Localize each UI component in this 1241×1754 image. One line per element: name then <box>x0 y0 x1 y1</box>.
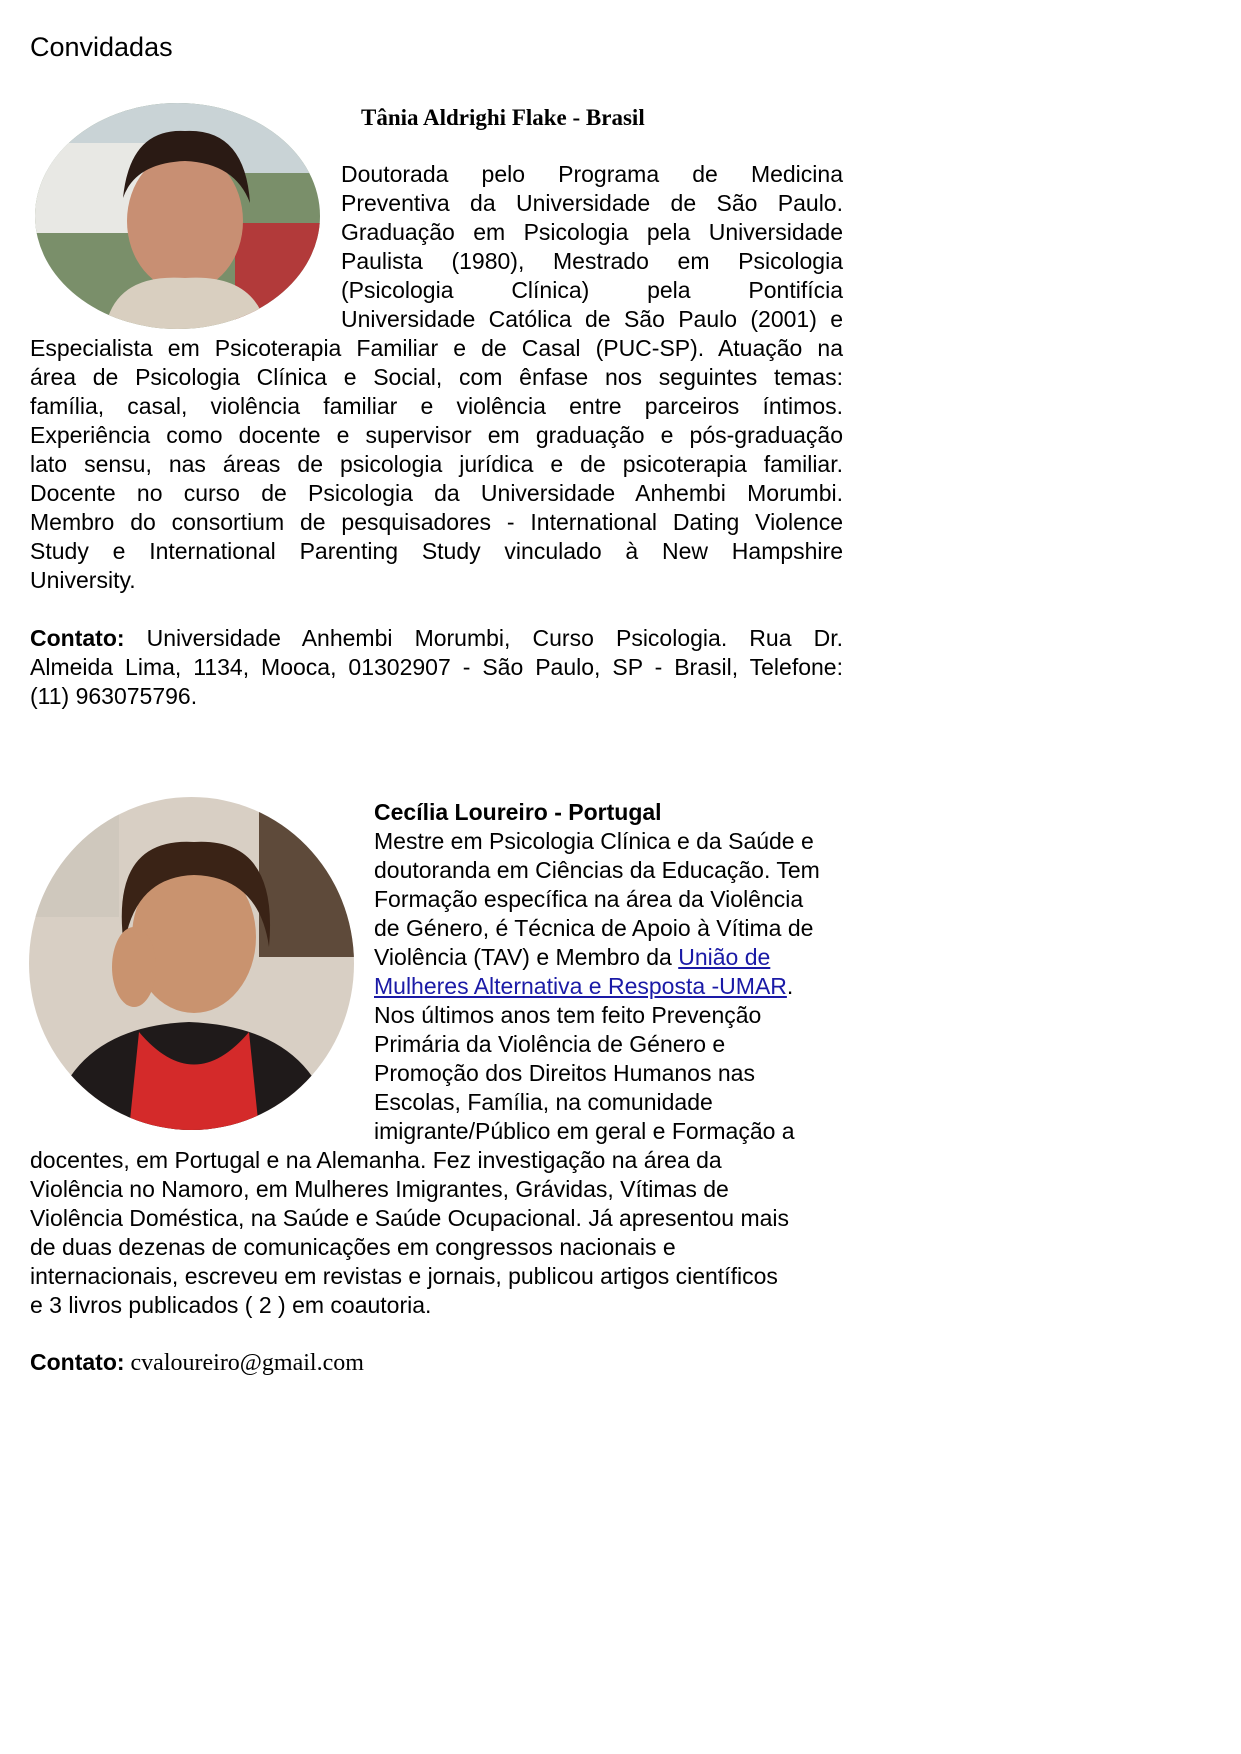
bio-line: Mestre em Psicologia Clínica e da Saúde e <box>374 828 814 854</box>
bio-line: Especialista em Psicoterapia Familiar e de Casal (PUC-SP). Atuação na <box>30 335 843 361</box>
guest-contact <box>30 1348 364 1378</box>
bio-line: Docente no curso de Psicologia da Universidade Anhembi Morumbi. <box>30 480 843 506</box>
contact-email: cvaloureiro@gmail.com <box>124 1350 364 1376</box>
guest-name: Cecília Loureiro - Portugal <box>374 799 662 825</box>
contact-line: Almeida Lima, 1134, Mooca, 01302907 - São Paulo, SP - Brasil, Telefone: <box>30 654 843 680</box>
bio-line: docentes, em Portugal e na Alemanha. Fez investigação na área da <box>30 1147 722 1173</box>
bio-line: de duas dezenas de comunicações em congressos nacionais e <box>30 1234 676 1260</box>
bio-line: Violência no Namoro, em Mulheres Imigrantes, Grávidas, Vítimas de <box>30 1176 729 1202</box>
bio-line: Violência Doméstica, na Saúde e Saúde Ocupacional. Já apresentou mais <box>30 1205 790 1231</box>
bio-line: família, casal, violência familiar e violência entre parceiros íntimos. <box>30 393 843 419</box>
contact-line <box>30 624 843 653</box>
bio-line: imigrante/Público em geral e Formação a <box>374 1118 795 1144</box>
contact-label: Contato: <box>30 1349 125 1375</box>
guest-bio-intro <box>374 827 874 1146</box>
contact-text: Universidade Anhembi Morumbi, Curso Psicologia. Rua Dr. <box>124 625 843 651</box>
bio-line: Doutorada pelo Programa de Medicina <box>341 161 843 187</box>
bio-line: Study e International Parenting Study vinculado à New Hampshire <box>30 538 843 564</box>
guest-bio-continued <box>30 1146 874 1320</box>
bio-line: Escolas, Família, na comunidade <box>374 1089 713 1115</box>
bio-line: (Psicologia Clínica) pela Pontifícia <box>341 277 843 303</box>
umar-link[interactable]: Mulheres Alternativa e Resposta -UMAR <box>374 973 787 999</box>
bio-line: e 3 livros publicados ( 2 ) em coautoria. <box>30 1292 432 1318</box>
bio-line <box>374 972 874 1001</box>
bio-line: Formação específica na área da Violência <box>374 886 804 912</box>
guest-photo-cecilia <box>29 797 354 1130</box>
bio-text: Violência (TAV) e Membro da <box>374 944 679 970</box>
portrait-placeholder-icon <box>29 797 354 1130</box>
guest-bio-continued <box>30 334 843 595</box>
bio-line: lato sensu, nas áreas de psicologia jurídica e de psicoterapia familiar. <box>30 451 843 477</box>
bio-line: University. <box>30 567 136 593</box>
bio-line: Preventiva da Universidade de São Paulo. <box>341 190 843 216</box>
section-title: Convidadas <box>30 32 173 62</box>
portrait-placeholder-icon <box>35 103 320 329</box>
bio-line <box>374 943 874 972</box>
guest-photo-tania <box>35 103 320 329</box>
guest-bio-intro <box>341 160 843 334</box>
bio-line: Universidade Católica de São Paulo (2001) e <box>341 306 843 332</box>
bio-line: Paulista (1980), Mestrado em Psicologia <box>341 248 843 274</box>
bio-line: Experiência como docente e supervisor em graduação e pós-graduação <box>30 422 843 448</box>
umar-link[interactable]: União de <box>678 944 771 970</box>
guest-name: Tânia Aldrighi Flake - Brasil <box>361 105 645 130</box>
bio-text: . <box>786 973 794 999</box>
contact-label: Contato: <box>30 625 125 651</box>
bio-line: Membro do consortium de pesquisadores - International Dating Violence <box>30 509 843 535</box>
bio-line: internacionais, escreveu em revistas e jornais, publicou artigos científicos <box>30 1263 778 1289</box>
bio-line: Promoção dos Direitos Humanos nas <box>374 1060 755 1086</box>
bio-line: Nos últimos anos tem feito Prevenção <box>374 1002 762 1028</box>
bio-line: área de Psicologia Clínica e Social, com ênfase nos seguintes temas: <box>30 364 843 390</box>
bio-line: Primária da Violência de Género e <box>374 1031 726 1057</box>
bio-line: Graduação em Psicologia pela Universidade <box>341 219 843 245</box>
bio-line: de Género, é Técnica de Apoio à Vítima de <box>374 915 814 941</box>
bio-line: doutoranda em Ciências da Educação. Tem <box>374 857 820 883</box>
contact-line: (11) 963075796. <box>30 683 198 709</box>
guest-contact <box>30 624 843 711</box>
